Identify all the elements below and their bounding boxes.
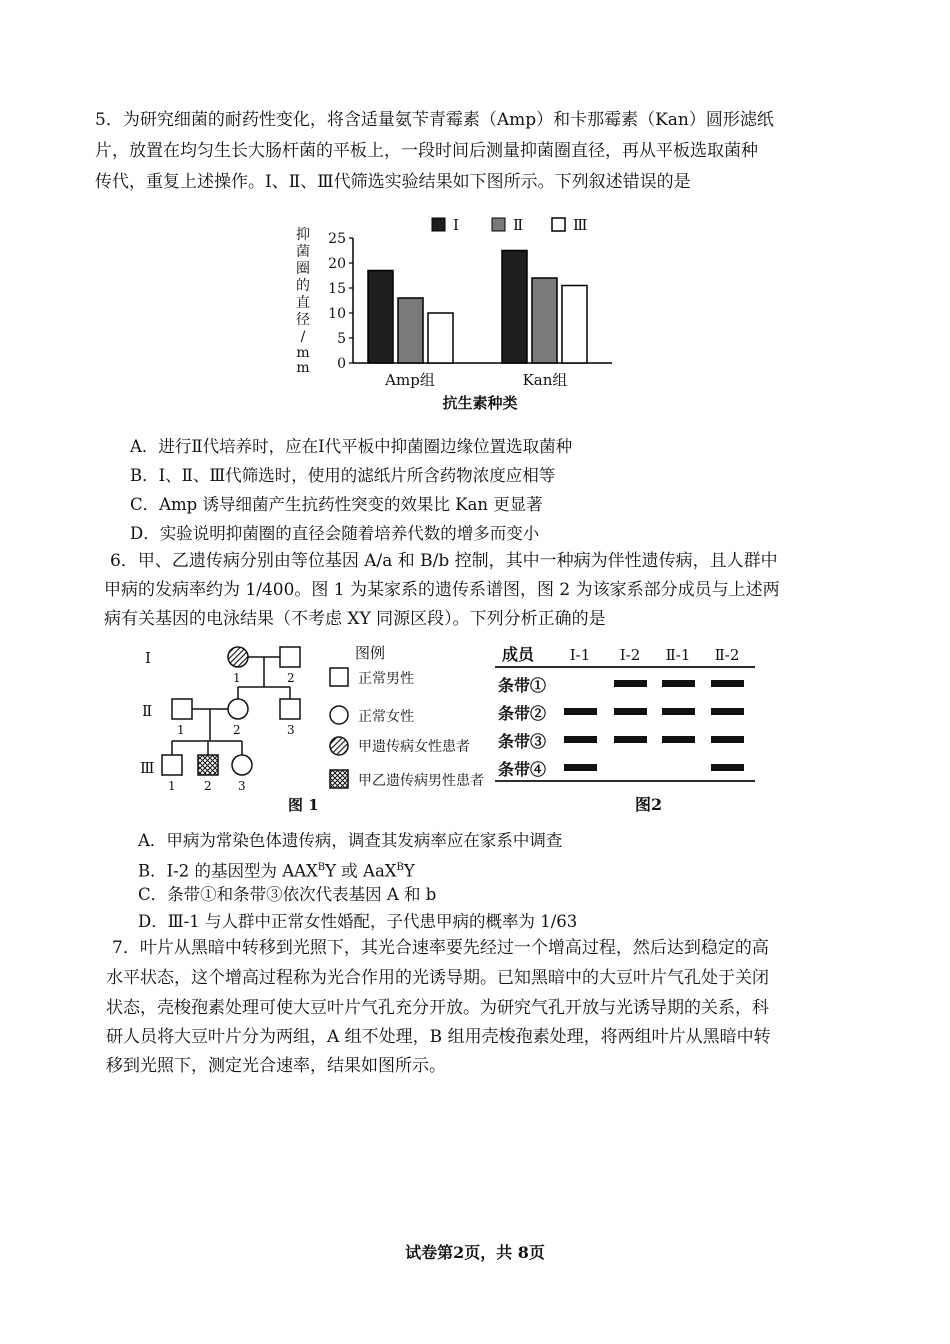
bar-1-1: [532, 278, 557, 363]
svg-text:1: 1: [177, 723, 185, 737]
y-tick-label-0: 0: [337, 356, 346, 372]
page-footer: 试卷第2页，共 8页: [405, 1243, 545, 1262]
svg-text:1: 1: [233, 671, 241, 685]
q7-line-1: 7．叶片从黑暗中转移到光照下，其光合速率要先经过一个增高过程，然后达到稳定的高: [112, 938, 769, 958]
q7-line-4: 研人员将大豆叶片分为两组，A 组不处理，B 组用壳梭孢素处理，将两组叶片从黑暗中转: [106, 1027, 771, 1047]
svg-text:菌: 菌: [296, 244, 310, 260]
legend-jiayi-male-symbol: [330, 770, 348, 788]
legend-jia-female-symbol: [330, 737, 348, 755]
q6-option-d[interactable]: D．Ⅲ-1 与人群中正常女性婚配，子代患甲病的概率为 1/63: [138, 912, 578, 931]
svg-text:3: 3: [287, 723, 295, 737]
svg-text:2: 2: [204, 779, 212, 793]
pedigree-III-2-affected-male: [198, 755, 218, 775]
q7-line-3: 状态，壳梭孢素处理可使大豆叶片气孔充分开放。为研究气孔开放与光诱导期的关系，科: [106, 998, 769, 1018]
gen-label-3: Ⅲ: [140, 759, 155, 777]
band-r4-I1: [564, 764, 597, 771]
q6-option-c[interactable]: C．条带①和条带③依次代表基因 A 和 b: [138, 885, 437, 904]
svg-text:Ⅰ-2: Ⅰ-2: [619, 646, 641, 664]
gel-electrophoresis: [495, 645, 755, 814]
svg-text:Ⅱ-1: Ⅱ-1: [665, 646, 691, 664]
band-r3-I2: [614, 736, 647, 743]
band-r3-I1: [564, 736, 597, 743]
band-r1-II2: [711, 680, 744, 687]
q6-line-2: 甲病的发病率约为 1/400。图 1 为某家系的遗传系谱图，图 2 为该家系部分成员与上述两: [104, 580, 780, 600]
pedigree-II-1-male: [172, 699, 192, 719]
legend-swatch-1: [432, 218, 445, 231]
band-r3-II1: [662, 736, 695, 743]
svg-text:条带④: 条带④: [498, 760, 547, 779]
pedigree-II-3-male: [280, 699, 300, 719]
q7-line-5: 移到光照下，测定光合速率，结果如图所示。: [106, 1056, 446, 1076]
gen-label-1: Ⅰ: [145, 649, 151, 667]
svg-text:2: 2: [287, 671, 295, 685]
q5-line-2: 片，放置在均匀生长大肠杆菌的平板上，一段时间后测量抑菌圈直径，再从平板选取菌种: [95, 141, 758, 161]
x-category-kan: Kan组: [522, 371, 568, 389]
svg-text:m: m: [296, 360, 310, 376]
legend-jiayi-male-label: 甲乙遗传病男性患者: [358, 773, 484, 789]
band-r2-I1: [564, 708, 597, 715]
pedigree: [140, 647, 319, 814]
chart-legend: [432, 216, 587, 234]
q6-figure: [130, 638, 790, 818]
bar-0-1: [398, 298, 423, 363]
pedigree-II-2-female: [228, 699, 248, 719]
y-tick-label-3: 15: [328, 281, 346, 297]
band-r2-II1: [662, 708, 695, 715]
svg-text:的: 的: [296, 278, 310, 294]
band-r2-I2: [614, 708, 647, 715]
svg-text:1: 1: [168, 779, 176, 793]
svg-text:m: m: [296, 345, 310, 361]
legend-female-symbol: [330, 706, 348, 724]
bar-1-0: [502, 251, 527, 364]
q5-option-d[interactable]: D．实验说明抑菌圈的直径会随着培养代数的增多而变小: [130, 524, 540, 543]
y-tick-label-1: 5: [337, 331, 346, 347]
q5-option-b[interactable]: B．Ⅰ、Ⅱ、Ⅲ代筛选时，使用的滤纸片所含药物浓度应相等: [130, 466, 556, 485]
q5-line-1: 5．为研究细菌的耐药性变化，将含适量氨苄青霉素（Amp）和卡那霉素（Kan）圆形滤纸: [95, 110, 774, 130]
legend-title: 图例: [355, 644, 386, 662]
q6-option-a[interactable]: A．甲病为常染色体遗传病，调查其发病率应在家系中调查: [138, 831, 563, 850]
bars: [368, 251, 587, 364]
pedigree-legend: [330, 644, 484, 789]
bar-0-0: [368, 271, 393, 364]
pedigree-I-2-male: [280, 647, 300, 667]
legend-label-2: Ⅱ: [513, 216, 524, 234]
x-category-amp: Amp组: [385, 371, 435, 389]
legend-jia-female-label: 甲遗传病女性患者: [358, 739, 470, 755]
y-tick-label-2: 10: [328, 306, 346, 322]
q6-option-b[interactable]: B．Ⅰ-2 的基因型为 $AAX^BY$ 或 AaX$^B$Y: [138, 861, 415, 881]
figure-2-caption: 图2: [635, 795, 663, 814]
q5-line-3: 传代，重复上述操作。Ⅰ、Ⅱ、Ⅲ代筛选实验结果如下图所示。下列叙述错误的是: [95, 172, 691, 192]
y-tick-label-5: 25: [328, 231, 346, 247]
pedigree-III-3-female: [232, 755, 252, 775]
svg-text:3: 3: [238, 779, 246, 793]
svg-text:Ⅱ-2: Ⅱ-2: [714, 646, 740, 664]
q6-line-1: 6．甲、乙遗传病分别由等位基因 A/a 和 B/b 控制，其中一种病为伴性遗传病，且人群中: [110, 551, 778, 571]
band-r1-II1: [662, 680, 695, 687]
y-tick-label-4: 20: [328, 256, 346, 272]
pedigree-III-1-male: [162, 755, 182, 775]
svg-text:条带①: 条带①: [498, 676, 547, 695]
svg-text:条带②: 条带②: [498, 704, 547, 723]
legend-label-3: Ⅲ: [573, 216, 588, 234]
svg-text:径: 径: [296, 312, 310, 328]
gen-label-2: Ⅱ: [142, 702, 153, 720]
band-r3-II2: [711, 736, 744, 743]
legend-swatch-2: [492, 218, 505, 231]
pedigree-I-1-affected-female: [228, 647, 248, 667]
svg-text:Ⅰ-1: Ⅰ-1: [569, 646, 591, 664]
y-ticks: [328, 231, 353, 372]
bar-0-2: [428, 313, 453, 363]
gel-header: 成员: [502, 645, 535, 664]
q7-line-2: 水平状态，这个增高过程称为光合作用的光诱导期。已知黑暗中的大豆叶片气孔处于关闭: [106, 968, 769, 988]
legend-male-symbol: [330, 668, 348, 686]
y-axis-label: [296, 226, 310, 376]
legend-male-label: 正常男性: [358, 671, 414, 687]
band-r2-II2: [711, 708, 744, 715]
svg-text:条带③: 条带③: [498, 732, 547, 751]
band-r4-II2: [711, 764, 744, 771]
band-r1-I2: [614, 680, 647, 687]
legend-female-label: 正常女性: [358, 709, 414, 725]
svg-text:抑: 抑: [296, 227, 310, 243]
q5-option-c[interactable]: C．Amp 诱导细菌产生抗药性突变的效果比 Kan 更显著: [130, 495, 543, 514]
bar-1-2: [562, 286, 587, 364]
svg-text:直: 直: [296, 295, 310, 311]
legend-swatch-3: [552, 218, 565, 231]
svg-text:圈: 圈: [296, 261, 310, 277]
x-axis-label: 抗生素种类: [442, 394, 518, 412]
figure-1-caption: 图 1: [288, 796, 319, 814]
q6-line-3: 病有关基因的电泳结果（不考虑 XY 同源区段）。下列分析正确的是: [104, 609, 606, 629]
q5-option-a[interactable]: A．进行Ⅱ代培养时，应在Ⅰ代平板中抑菌圈边缘位置选取菌种: [130, 437, 573, 456]
legend-label-1: Ⅰ: [453, 216, 459, 234]
svg-text:2: 2: [233, 723, 241, 737]
svg-text:/: /: [300, 329, 306, 345]
q5-bar-chart: [290, 205, 620, 415]
